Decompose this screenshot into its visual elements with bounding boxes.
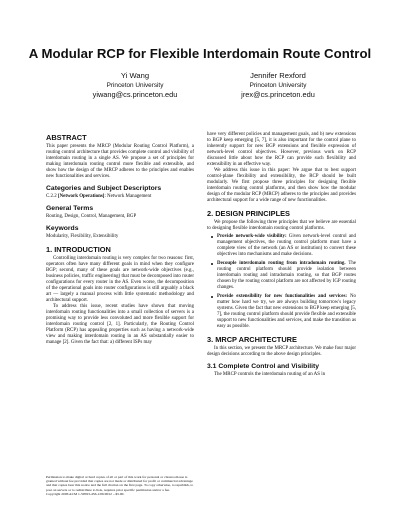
right-column: [207, 132, 356, 378]
author-affiliation: Princeton University: [106, 81, 164, 89]
principle-title: Provide network-wide visibility:: [217, 234, 287, 239]
author-block-1: [55, 71, 215, 100]
list-item: [217, 294, 356, 330]
principle-title: Decouple interdomain routing from intradomain routing.: [217, 261, 346, 266]
author-affiliation: Princeton University: [249, 81, 307, 89]
complete-control-paragraph: The MRCP controls the interdomain routing of an AS in: [214, 372, 326, 377]
complete-control-heading: 3.1 Complete Control and Visibility: [207, 363, 320, 370]
principle-text: The routing control platform should provide isolation between interdomain routing and intradomain routing, so that BGP routes chosen by the routing control platform are not affected by IGP routing changes.: [217, 261, 356, 290]
list-item: [217, 261, 356, 291]
principles-list: [207, 234, 356, 330]
left-column: [46, 133, 194, 346]
list-item: [217, 234, 356, 258]
category-rest: : Network Management: [104, 194, 152, 199]
abstract-heading: ABSTRACT: [46, 133, 87, 142]
author-email: yiwang@cs.princeton.edu: [92, 90, 178, 99]
principle-text: Given network-level control and management objectives, the routing control platform must have a complete view of the network (an AS or institution) to convert these objectives into mechanisms and make decisions.: [217, 234, 356, 257]
author-name: Jennifer Rexford: [250, 71, 306, 80]
intro-paragraph-3: We address this issue in this paper: We argue that to best support control-plane flexibility and extensibility, the RCP should be built modularly. We first propose three principles for designing flexible interdomain routing control platforms, and then show how the modular design of the modular RCP (MRCP) adheres to the principles and provides architectural support for a wide range of new functionalities.: [207, 168, 356, 203]
keywords-heading: Keywords: [46, 225, 79, 232]
principle-title: Provide extensibility for new functionalities and services:: [217, 294, 348, 299]
mrcp-heading: 3. MRCP ARCHITECTURE: [207, 335, 297, 344]
design-heading: 2. DESIGN PRINCIPLES: [207, 209, 290, 218]
author-block-2: [198, 71, 358, 100]
mrcp-paragraph: In this section, we present the MRCP architecture. We make four major design decisions according to the above design principles.: [207, 346, 356, 357]
categories-heading: Categories and Subject Descriptors: [46, 185, 162, 192]
footnote-text: Permission to make digital or hard copies of all or part of this work for personal or classroom use is granted without fee provided that copies are not made or distributed for profit or commercial advantage and that copies bear this notice and the full citation on the first page. To copy otherwise, to republish, to post on servers or to redistribute to lists, requires prior specific permission and/or a fee. Copyright 2006 ACM 1-59593-456-1/06/0012 ...$5.00.: [46, 475, 194, 496]
intro-paragraph-2: To address this issue, recent studies have shown that moving interdomain routing functionalities into a small collection of servers is a promising way to provide less convoluted and more flexible support for interdomain routing control [2, 1]. Particularly, the Routing Control Platform (RCP) has appealing properties such as having a network-wide view and making interdomain routing in an AS substantially easier to manage [2]. Given the fact that: a) different ISPs may: [46, 304, 194, 345]
design-intro: We propose the following three principles that we believe are essential to designing flexible interdomain routing control platforms.: [207, 220, 356, 231]
category-code: C.2.2: [46, 194, 57, 199]
intro-heading: 1. INTRODUCTION: [46, 245, 111, 254]
general-terms-text: Routing, Design, Control, Management, BGP: [46, 214, 137, 219]
author-name: Yi Wang: [120, 71, 150, 80]
paper-title: A Modular RCP for Flexible Interdomain Route Control: [28, 46, 372, 61]
general-terms-heading: General Terms: [46, 205, 94, 212]
copyright-footnote: [46, 475, 194, 496]
principle-text: No matter how hard we try, we are always building tomorrow's legacy systems. Given the fact that new extensions to BGP keep emerging [5, 7], the routing control platform should provide flexible and extensible support to new functionalities and services, and make the transition as easy as possible.: [217, 294, 356, 329]
category-bold: [Network Operations]: [57, 194, 105, 199]
keywords-text: Modularity, Flexibility, Extensibility: [46, 234, 119, 239]
intro-paragraph-1: Controlling interdomain routing is very complex for two reasons: first, operators often have many different goals in mind when they configure BGP; second, many of these goals are network-wide objectives (e.g., business policies, traffic engineering) that must be decomposed into router configurations for every router in the AS. Even worse, the decomposition of the operational goals into router configurations is still arguably a black art — largely a manual process with little systematic methodology and architectural support.: [46, 256, 194, 303]
author-email: jrex@cs.princeton.edu: [241, 90, 315, 99]
abstract-text: This paper presents the MRCP (Modular Routing Control Platform), a routing control architecture that provides complete control and visibility of interdomain routing in a single AS. We propose a set of principles for making interdomain routing control more flexible and extensible, and show how the design of the MRCP adheres to the principles and enables new functionalities and services.: [46, 144, 194, 179]
intro-continued: have very different policies and management goals, and b) new extensions to BGP keep emerging [5, 7], it is also important for the control plane to inherently support for new BGP extensions and flexible expression of network-level control objectives. However, previous work on RCP discussed little about how the RCP can provide such flexibility and extensibility in an effective way.: [207, 132, 356, 167]
